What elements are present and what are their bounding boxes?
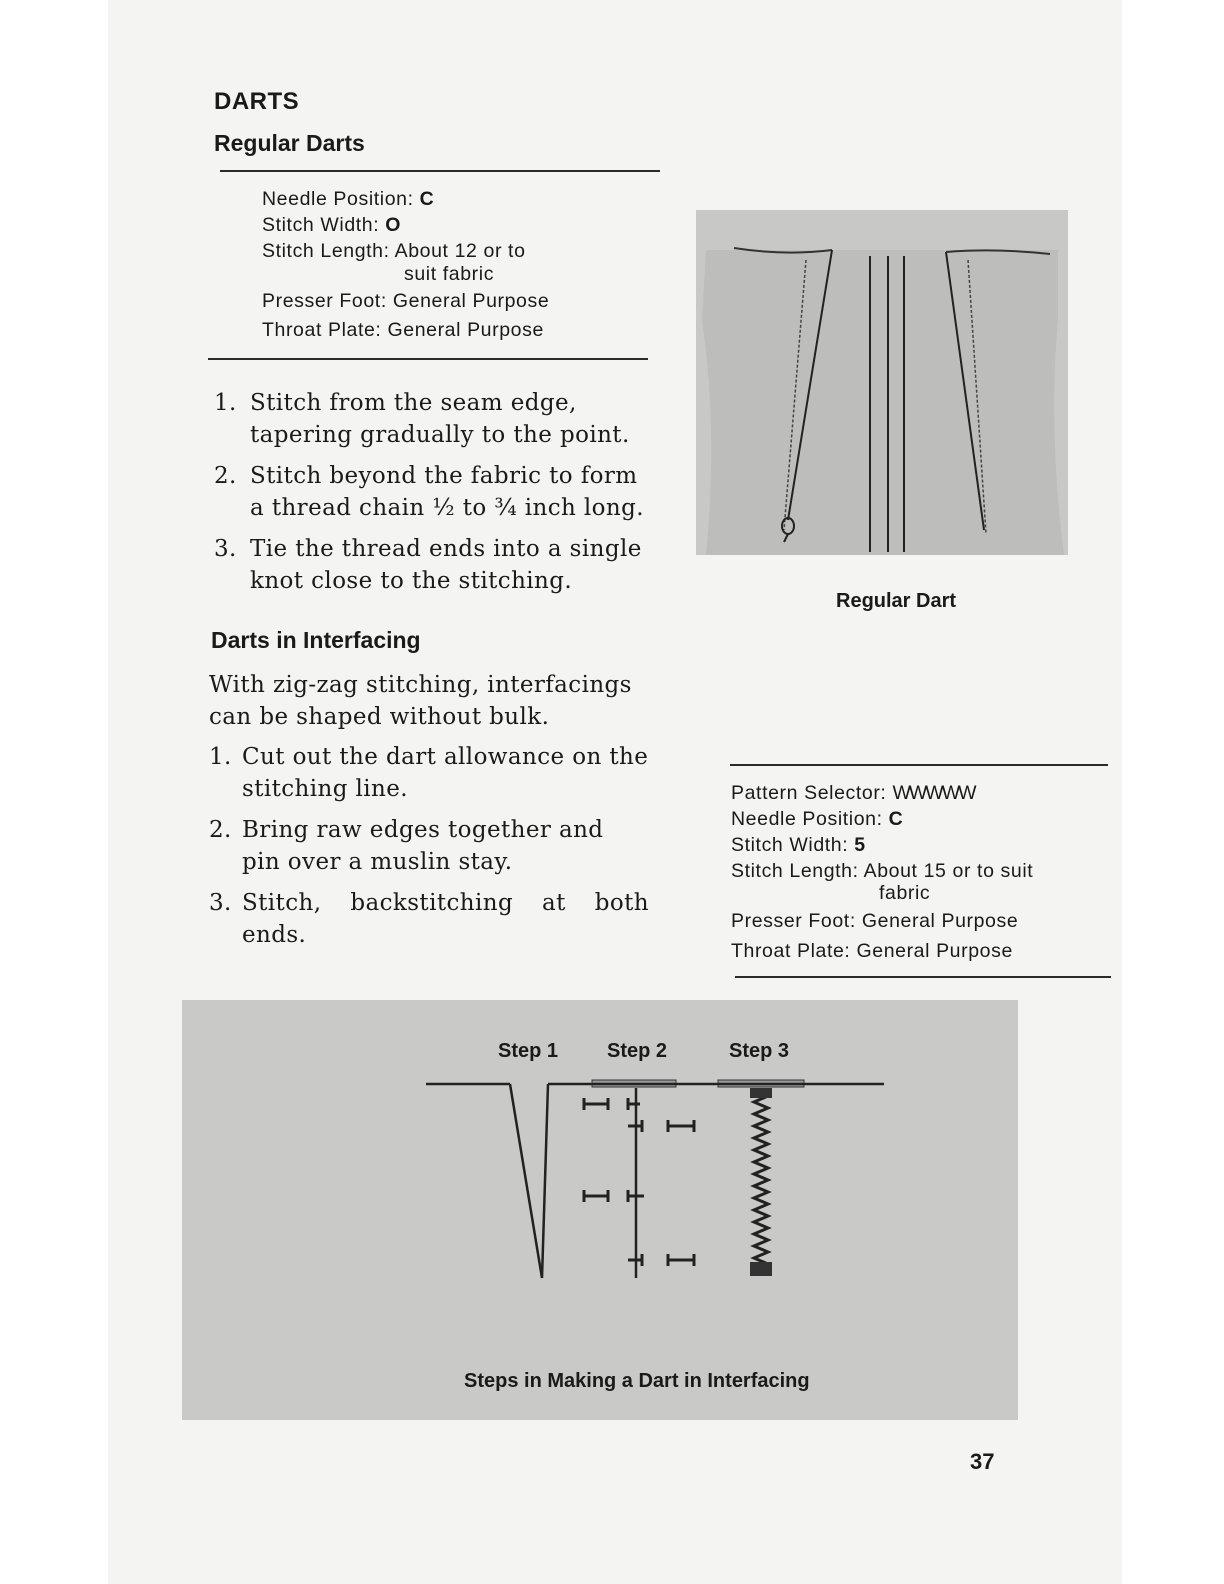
regular-darts-title: Regular Darts xyxy=(214,130,365,156)
setting-throat-plate: Throat Plate: General Purpose xyxy=(262,319,544,341)
interfacing-settings xyxy=(731,780,1101,964)
interfacing-steps xyxy=(209,742,649,961)
step-2-label: Step 2 xyxy=(607,1040,668,1062)
divider xyxy=(730,764,1108,766)
setting-stitch-length-cont: suit fabric xyxy=(404,263,495,285)
step-3-label: Step 3 xyxy=(729,1040,790,1062)
regular-steps xyxy=(214,388,654,607)
setting-presser-foot: Presser Foot: General Purpose xyxy=(262,290,550,312)
interfacing-dart-illustration xyxy=(182,1000,1018,1420)
section-heading: DARTS xyxy=(214,88,300,115)
setting-stitch-width: Stitch Width: 5 xyxy=(731,834,866,856)
list-item: 3. Tie the thread ends into a single knot close to the stitching. xyxy=(214,536,642,594)
setting-stitch-length: Stitch Length: About 12 or to xyxy=(262,240,526,262)
setting-needle-position: Needle Position: C xyxy=(731,808,904,830)
list-item: 3. Stitch, backstitching at both ends. xyxy=(209,890,649,948)
list-item: 1. Stitch from the seam edge, tapering gradually to the point. xyxy=(214,390,630,448)
setting-needle-position: Needle Position: C xyxy=(262,188,435,210)
regular-dart-illustration xyxy=(696,210,1068,555)
list-item: 1. Cut out the dart allowance on the stitching line. xyxy=(209,744,649,802)
list-item: 2. Bring raw edges together and pin over a muslin stay. xyxy=(209,817,604,875)
setting-stitch-length: Stitch Length: About 15 or to suit xyxy=(731,860,1034,882)
setting-stitch-width: Stitch Width: O xyxy=(262,214,402,236)
page-number: 37 xyxy=(970,1449,995,1474)
divider xyxy=(735,976,1111,978)
divider xyxy=(220,170,660,172)
interfacing-caption: Steps in Making a Dart in Interfacing xyxy=(464,1370,810,1392)
setting-throat-plate: Throat Plate: General Purpose xyxy=(731,940,1013,962)
setting-presser-foot: Presser Foot: General Purpose xyxy=(731,910,1019,932)
setting-pattern-selector: Pattern Selector: WWWWW xyxy=(731,782,975,804)
regular-dart-caption: Regular Dart xyxy=(836,590,957,612)
regular-settings xyxy=(262,186,642,343)
divider xyxy=(208,358,648,360)
interfacing-intro: With zig-zag stitching, interfacings can be shaped without bulk. xyxy=(209,672,632,730)
interfacing-title: Darts in Interfacing xyxy=(211,627,421,653)
setting-stitch-length-cont: fabric xyxy=(879,882,931,904)
list-item: 2. Stitch beyond the fabric to form a thread chain ½ to ¾ inch long. xyxy=(214,463,644,521)
step-1-label: Step 1 xyxy=(498,1040,559,1062)
